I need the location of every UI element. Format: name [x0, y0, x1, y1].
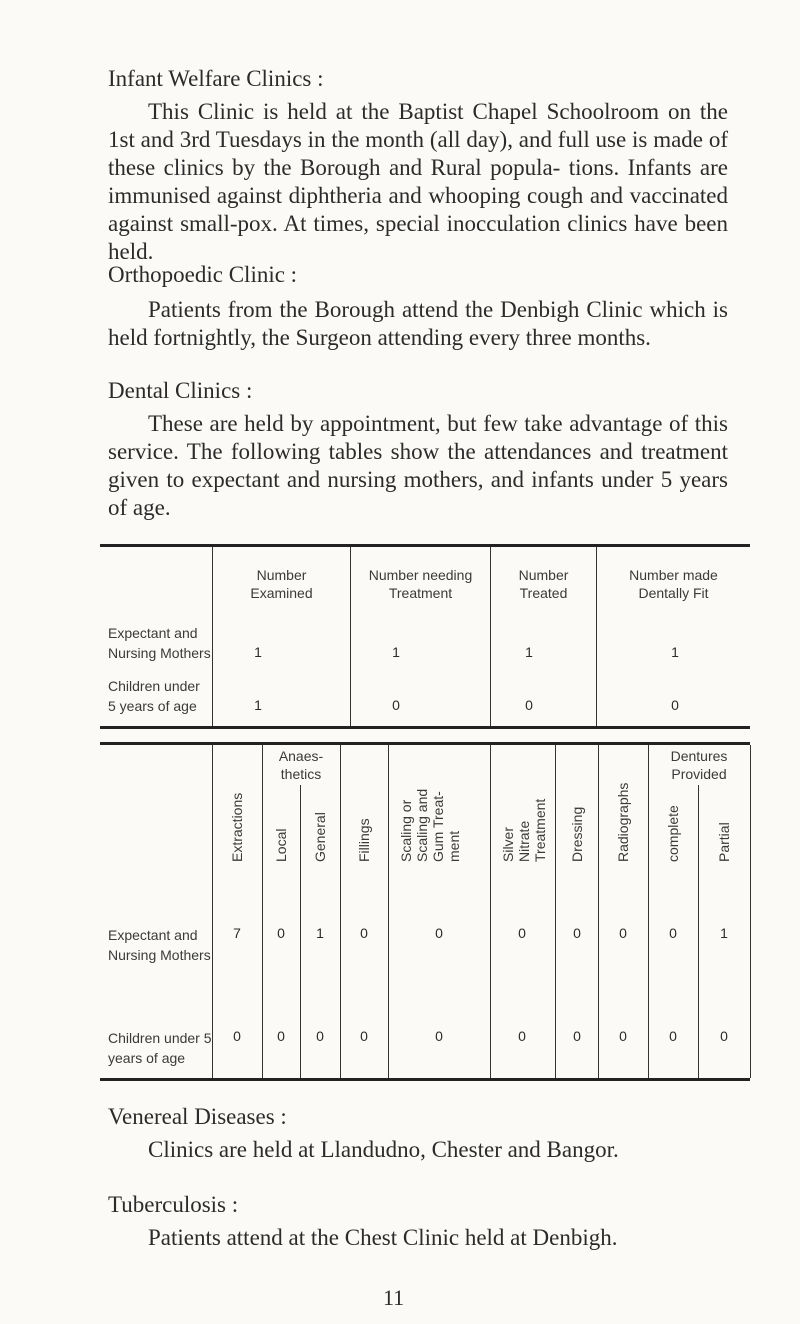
- table2-top-rule: [100, 742, 750, 745]
- table2-cell: 0: [435, 925, 443, 941]
- table1-top-rule: [100, 544, 750, 547]
- ortho-heading: Orthopoedic Clinic :: [108, 262, 298, 287]
- table1-header-treated: Number Treated: [518, 567, 569, 601]
- table2-cell: 0: [277, 1028, 285, 1044]
- table2-group-anaesthetics: Anaes- thetics: [278, 748, 324, 782]
- tb-heading: Tuberculosis :: [108, 1192, 239, 1217]
- table1-row-label: Expectant and Nursing Mothers: [108, 625, 211, 661]
- table2-row-label: Children under 5 years of age: [108, 1030, 212, 1066]
- venereal-paragraph: Clinics are held at Llandudno, Chester and Bangor.: [148, 1137, 619, 1162]
- table2-cell: 0: [518, 925, 526, 941]
- table1-cell: 1: [254, 697, 262, 713]
- table2-cell: 0: [669, 925, 677, 941]
- table1-cell: 0: [525, 697, 533, 713]
- infant-heading: Infant Welfare Clinics :: [108, 66, 324, 91]
- dental-heading: Dental Clinics :: [108, 378, 253, 403]
- col-fillings: Fillings: [356, 818, 372, 862]
- table2-cell: 0: [619, 1028, 627, 1044]
- table1-header-fit: Number made Dentally Fit: [629, 567, 718, 601]
- table1-row-label: Children under 5 years of age: [108, 678, 200, 714]
- col-partial: Partial: [716, 822, 732, 862]
- table2-cell: 0: [316, 1028, 324, 1044]
- table1-header-needing: Number needing Treatment: [368, 567, 473, 601]
- table2-cell: 0: [573, 925, 581, 941]
- table2-cell: 0: [360, 1028, 368, 1044]
- table2-cell: 0: [233, 1028, 241, 1044]
- table2-bottom-rule: [100, 1078, 750, 1081]
- table1-cell: 1: [525, 644, 533, 660]
- dental-paragraph: These are held by appointment, but few take advantage of this service. The following tables show the attendances and treatment given to expectant and nursing mothers, and infants under 5 years of age.: [108, 411, 728, 520]
- col-complete: complete: [665, 805, 681, 862]
- table1-bottom-rule: [100, 726, 750, 729]
- table2-cell: 0: [619, 925, 627, 941]
- table1-cell: 1: [671, 644, 679, 660]
- table1-cell: 1: [254, 644, 262, 660]
- col-local: Local: [273, 828, 289, 862]
- table2-row-label: Expectant and Nursing Mothers: [108, 927, 211, 963]
- table1-cell: 1: [392, 644, 400, 660]
- table1-header-examined: Number Examined: [250, 567, 313, 601]
- infant-paragraph: This Clinic is held at the Baptist Chapel Schoolroom on the 1st and 3rd Tuesdays in the month (all day), and full use is made of these clinics by the Borough and Rural popula- tions. Infants are immunised against diphtheria and whooping cough and vaccinated against small-pox. At times, special inocculation clinics have been held.: [108, 99, 728, 264]
- table1-cell: 0: [392, 697, 400, 713]
- table2-cell: 0: [669, 1028, 677, 1044]
- col-scaling: Scaling or Scaling and Gum Treat- ment: [398, 788, 462, 862]
- ortho-paragraph: Patients from the Borough attend the Denbigh Clinic which is held fortnightly, the Surgeon attending every three months.: [108, 297, 728, 350]
- table2-cell: 0: [518, 1028, 526, 1044]
- table2-cell: 0: [720, 1028, 728, 1044]
- table2-cell: 0: [573, 1028, 581, 1044]
- table2-cell: 7: [233, 925, 241, 941]
- page-number: 11: [383, 1285, 405, 1310]
- col-radiographs: Radiographs: [615, 782, 631, 862]
- col-extractions: Extractions: [229, 792, 245, 862]
- table2-cell: 0: [360, 925, 368, 941]
- table2-cell: 1: [720, 925, 728, 941]
- venereal-heading: Venereal Diseases :: [108, 1104, 287, 1129]
- col-dressing: Dressing: [569, 806, 585, 862]
- tb-paragraph: Patients attend at the Chest Clinic held at Denbigh.: [148, 1225, 618, 1250]
- table2-cell: 0: [277, 925, 285, 941]
- table2-cell: 0: [435, 1028, 443, 1044]
- table2-group-dentures: Dentures Provided: [670, 748, 728, 782]
- table1-cell: 0: [671, 697, 679, 713]
- table2-cell: 1: [316, 925, 324, 941]
- col-general: General: [312, 812, 328, 862]
- col-silver-nitrate: Silver Nitrate Treatment: [500, 798, 548, 862]
